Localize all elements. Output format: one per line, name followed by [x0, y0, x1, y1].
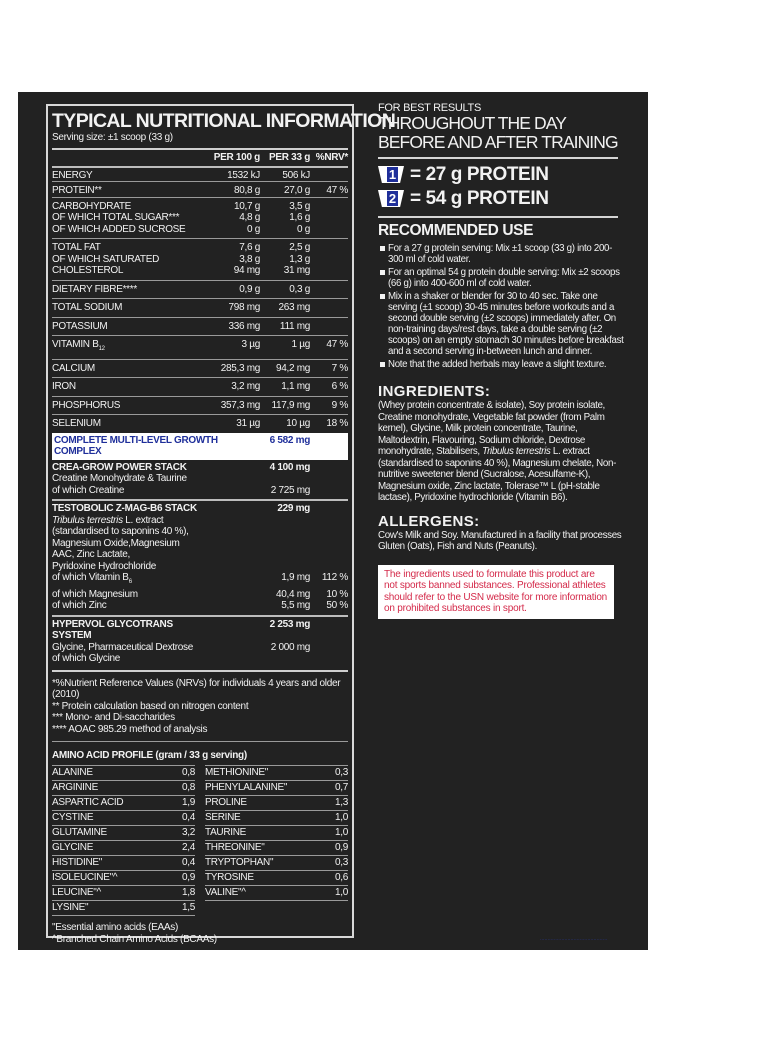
list-item: Mix in a shaker or blender for 30 to 40 sec. Take one serving (±1 scoop) 30-45 minutes before workouts and a second double serving (±2 scoops) immediately after. On non-training days/rest days, take a double serving (±2 scoops) on an empty stomach 30 minutes before breakfast and a second serving in-between lunch and dinner. [378, 291, 626, 357]
divider [52, 741, 348, 742]
amino-name: LYSINE" [52, 902, 89, 913]
amino-name: TRYPTOPHAN" [205, 857, 274, 868]
amino-right-column [205, 765, 348, 916]
amino-name: PROLINE [205, 797, 247, 808]
amino-row [52, 765, 195, 780]
table-row: Magnesium Oxide,Magnesium [52, 537, 180, 549]
table-row: (standardised to saponins 40 %), [52, 526, 189, 537]
table-row: VITAMIN $B_{12}$ 3 µg 1 µg 47 % [52, 336, 348, 360]
amino-value: 0,7 [334, 782, 348, 793]
amino-row [52, 810, 195, 825]
amino-row [52, 780, 195, 795]
nutrition-title: TYPICAL NUTRITIONAL INFORMATION [52, 110, 396, 132]
table-row: of which Zinc 5,5 mg 50 % [52, 600, 348, 611]
amino-value: 3,2 [181, 827, 195, 838]
table-row: OF WHICH SATURATED 3,8 g 1,3 g [52, 253, 310, 265]
amino-value: 0,6 [334, 872, 348, 883]
amino-value: 0,8 [181, 782, 195, 793]
amino-value: 1,5 [181, 902, 195, 913]
table-row: IRON 3,2 mg 1,1 mg 6 % [52, 378, 348, 397]
amino-value: 1,0 [334, 887, 348, 898]
divider [378, 157, 618, 159]
table-row: PHOSPHORUS 357,3 mg 117,9 mg 9 % [52, 396, 348, 415]
amino-row [52, 900, 195, 916]
amino-value: 0,4 [181, 857, 195, 868]
amino-value: 1,0 [334, 827, 348, 838]
allergens-text: Cow's Milk and Soy. Manufactured in a facility that processes Gluten (Oats), Fish and Nuts (Peanuts). [378, 529, 622, 552]
list-item: For an optimal 54 g protein double serving: Mix ±2 scoops (66 g) into 400-600 ml of cold water. [378, 267, 626, 289]
amino-value: 0,9 [334, 842, 348, 853]
nutrition-table-box [46, 104, 396, 945]
amino-value: 0,8 [181, 767, 195, 778]
amino-name: ARGININE [52, 782, 98, 793]
table-row: Glycine, Pharmaceutical Dextrose 2 000 mg [52, 641, 310, 653]
amino-name: TAURINE [205, 827, 247, 838]
ingredients-text: (Whey protein concentrate & isolate), Soy protein isolate, Creatine monohydrate, Vegetable fat powder (from Palm kernel), Glycine, Milk protein concentrate, Taurine, Maltodextrin, Flavouring, Sodium chloride, Dextrose monohydrate, Stabilisers, Tribulus terrestris L. extract (standardised to saponins 40 %), Magnesium chelate, Non-nutritive sweetener blend (Sucralose, Acesulfame-K), Magnesium oxide, Zinc lactate, Tolerase™ L (pH-stable lactase), Pyridoxine hydrochloride (Vitamin B6). [378, 400, 616, 503]
table-row: AAC, Zinc Lactate, [52, 549, 130, 560]
table-row: SYSTEM [52, 630, 92, 641]
amino-row [205, 840, 348, 855]
growth-complex-row: COMPLETE MULTI-LEVEL GROWTH COMPLEX 6 582 mg [52, 433, 348, 460]
divider [52, 670, 348, 672]
amino-value: 0,4 [181, 812, 195, 823]
table-row: of which Creatine 2 725 mg [52, 484, 310, 496]
amino-name: HISTIDINE" [52, 857, 102, 868]
col-nrv: %NRV* [315, 152, 348, 163]
table-row: SELENIUM 31 µg 10 µg 18 % [52, 415, 348, 433]
scoop-icon: 2 [378, 190, 404, 208]
amino-title: AMINO ACID PROFILE (gram / 33 g serving) [52, 750, 247, 761]
amino-row [205, 870, 348, 885]
ingredients-title: INGREDIENTS: [378, 383, 491, 400]
amino-row [205, 810, 348, 825]
table-row: TESTOBOLIC Z-MAG-B6 STACK 229 mg [52, 500, 348, 515]
table-row: Creatine Monohydrate & Taurine [52, 473, 187, 484]
recommended-use-list [378, 243, 626, 370]
amino-name: GLYCINE [52, 842, 94, 853]
table-row: CHOLESTEROL 94 mg 31 mg [52, 265, 310, 276]
amino-value: 1,8 [181, 887, 195, 898]
recommended-use-title: RECOMMENDED USE [378, 222, 534, 239]
fine-print: ············································ [540, 937, 608, 942]
amino-name: PHENYLALANINE" [205, 782, 288, 793]
amino-name: METHIONINE" [205, 767, 269, 778]
table-row: PROTEIN** 80,8 g 27,0 g 47 % [52, 182, 348, 198]
amino-value: 0,3 [334, 857, 348, 868]
amino-name: ISOLEUCINE"^ [52, 872, 118, 883]
amino-value: 1,9 [181, 797, 195, 808]
amino-table [52, 765, 348, 916]
amino-name: GLUTAMINE [52, 827, 107, 838]
table-row: TOTAL FAT 7,6 g 2,5 g [52, 239, 348, 254]
amino-name: ALANINE [52, 767, 93, 778]
amino-name: SERINE [205, 812, 241, 823]
amino-value: 1,3 [334, 797, 348, 808]
amino-name: ASPARTIC ACID [52, 797, 124, 808]
col-per-33g: PER 33 g [269, 152, 310, 163]
right-column [378, 102, 626, 619]
best-results-line2: BEFORE AND AFTER TRAINING [378, 132, 618, 152]
amino-notes: "Essential amino acids (EAAs) ^Branched Chain Amino Acids (BCAAs) [52, 922, 217, 945]
amino-row [52, 825, 195, 840]
amino-row [52, 795, 195, 810]
table-row: CALCIUM 285,3 mg 94,2 mg 7 % [52, 359, 348, 378]
scoop-1-row: 1 = 27 g PROTEIN [378, 163, 626, 187]
table-row: CARBOHYDRATE 10,7 g 3,5 g [52, 197, 348, 212]
amino-row [205, 825, 348, 840]
list-item: Note that the added herbals may leave a slight texture. [378, 359, 626, 370]
amino-row [205, 765, 348, 780]
amino-value: 2,4 [181, 842, 195, 853]
table-row: of which Magnesium 40,4 mg 10 % [52, 588, 348, 600]
amino-name: VALINE"^ [205, 887, 246, 898]
divider [378, 216, 618, 218]
table-header-row [52, 151, 348, 167]
table-row: CREA-GROW POWER STACK 4 100 mg [52, 461, 310, 473]
table-row: ENERGY 1532 kJ 506 kJ [52, 167, 348, 182]
nutrition-table [52, 151, 348, 668]
table-row: POTASSIUM 336 mg 111 mg [52, 317, 348, 336]
amino-row [52, 855, 195, 870]
amino-name: TYROSINE [205, 872, 254, 883]
table-row: Tribulus terrestris L. extract [52, 514, 164, 526]
amino-value: 0,9 [181, 872, 195, 883]
amino-row [205, 780, 348, 795]
table-row: Pyridoxine Hydrochloride [52, 560, 156, 572]
table-row: TOTAL SODIUM 798 mg 263 mg [52, 299, 348, 318]
table-row: of which Vitamin $B_6$ 1,9 mg 112 % [52, 572, 348, 585]
table-row: of which Glycine [52, 653, 121, 664]
serving-size: Serving size: ±1 scoop (33 g) [52, 132, 173, 143]
col-per-100g: PER 100 g [213, 152, 260, 163]
amino-left-column [52, 765, 195, 916]
amino-name: LEUCINE"^ [52, 887, 101, 898]
amino-value: 1,0 [334, 812, 348, 823]
amino-row [52, 870, 195, 885]
amino-row [205, 885, 348, 901]
amino-row [205, 795, 348, 810]
table-row: OF WHICH ADDED SUCROSE 0 g 0 g [52, 223, 310, 235]
list-item: For a 27 g protein serving: Mix ±1 scoop (33 g) into 200-300 ml of cold water. [378, 243, 626, 265]
amino-row [52, 885, 195, 900]
amino-row [205, 855, 348, 870]
divider [52, 148, 348, 150]
amino-row [52, 840, 195, 855]
amino-name: THREONINE" [205, 842, 265, 853]
amino-name: CYSTINE [52, 812, 94, 823]
best-results-label: FOR BEST RESULTS [378, 102, 481, 114]
footnotes: *%Nutrient Reference Values (NRVs) for individuals 4 years and older (2010) ** Protein calculation based on nitrogen content *** Mono- and Di-saccharides **** AOAC 985.29 method of analysis [52, 677, 341, 735]
table-row: OF WHICH TOTAL SUGAR*** 4,8 g 1,6 g [52, 212, 310, 223]
banned-substances-notice: The ingredients used to formulate this product are not sports banned substances. Professional athletes should refer to the USN website for more information on prohibited substances in sport. [378, 565, 614, 619]
scoop-icon: 1 [378, 166, 404, 184]
table-row: HYPERVOL GLYCOTRANS 2 253 mg [52, 616, 348, 631]
best-results-line1: THROUGHOUT THE DAY [378, 113, 566, 133]
allergens-title: ALLERGENS: [378, 512, 480, 530]
scoop-2-row: 2 = 54 g PROTEIN [378, 187, 626, 211]
table-row: DIETARY FIBRE**** 0,9 g 0,3 g [52, 280, 348, 299]
amino-value: 0,3 [334, 767, 348, 778]
